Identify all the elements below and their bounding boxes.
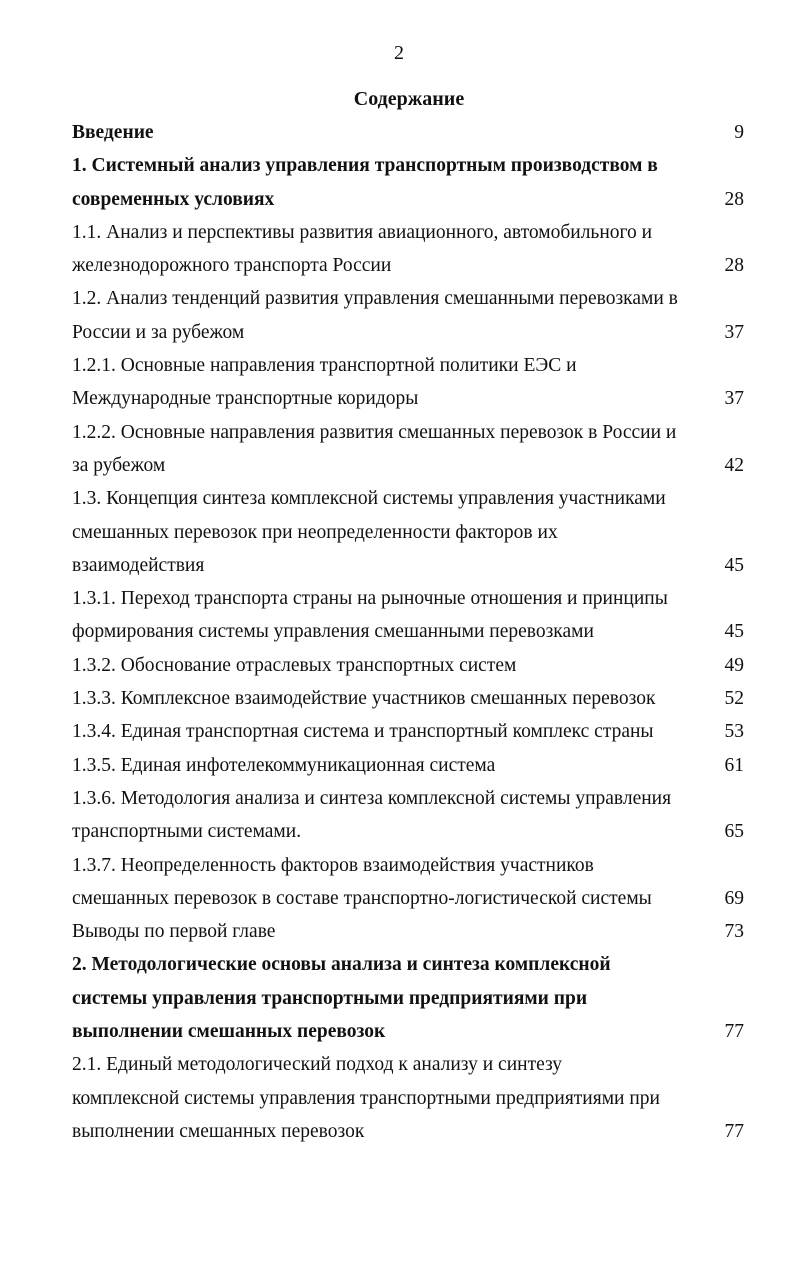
toc-page-number: 77 [724,1120,744,1142]
toc-entry-text: выполнении смешанных перевозок [72,1021,386,1043]
toc-entry-text: 1.3.6. Методология анализа и синтеза комплексной системы управления [72,787,672,809]
toc-page-number: 77 [724,1021,744,1043]
toc-entry-text: выполнении смешанных перевозок [72,1120,365,1142]
toc-page-number: 69 [724,887,744,909]
toc-entry [72,749,748,782]
toc-page-number: 9 [734,122,744,143]
toc-entry-text: транспортными системами. [72,821,302,843]
page-number: 2 [394,42,404,64]
toc-entry [72,216,748,283]
toc-entry-text: системы управления транспортными предприятиями при [72,987,588,1009]
toc-entry-text: 1.3.3. Комплексное взаимодействие участников смешанных перевозок [72,688,656,710]
toc-entry [72,482,748,582]
toc-entry [72,849,748,916]
toc-entry [72,948,748,1048]
toc-entry-text: 2. Методологические основы анализа и синтеза комплексной [72,954,611,976]
toc-entry [72,649,748,682]
toc-entry [72,915,748,948]
toc-entry-text: за рубежом [72,454,166,476]
toc-page-number: 28 [724,255,744,277]
toc-entry [72,149,748,216]
toc-entry [72,582,748,649]
toc-page-number: 65 [724,821,744,843]
toc-entry [72,1048,748,1148]
toc-entry-text: 1.3.7. Неопределенность факторов взаимодействия участников [72,854,594,876]
toc-entry-text: 1. Системный анализ управления транспортным производством в [72,155,658,177]
toc-page-number: 37 [724,321,744,343]
toc-entry-text: 1.3.5. Единая инфотелекоммуникационная система [72,754,496,776]
toc-entry-text: современных условиях [72,188,275,210]
toc-page-number: 73 [724,921,744,943]
toc-entry-text: Выводы по первой главе [72,921,276,943]
toc-entry [72,715,748,748]
toc-entry-text: 1.3.2. Обоснование отраслевых транспортных систем [72,654,517,676]
toc-entry-text: 1.2.1. Основные направления транспортной политики ЕЭС и [72,355,577,377]
toc-page-number: 49 [724,654,744,676]
toc-entry [72,782,748,849]
toc-entry-text: комплексной системы управления транспортными предприятиями при [72,1087,660,1109]
toc-page-number: 45 [724,621,744,643]
toc-entry [72,282,748,349]
table-of-contents [72,116,748,1148]
toc-page-number: 61 [724,754,744,776]
toc-entry [72,116,748,149]
toc-entry-text: России и за рубежом [72,321,245,343]
toc-entry-text: формирования системы управления смешанными перевозками [72,621,594,643]
toc-entry-text: 1.1. Анализ и перспективы развития авиационного, автомобильного и [72,221,653,243]
toc-page-number: 28 [724,188,744,210]
toc-page-number: 52 [724,688,744,710]
toc-entry-text: смешанных перевозок при неопределенности факторов их [72,521,558,543]
toc-entry-text: 1.3.1. Переход транспорта страны на рыночные отношения и принципы [72,588,668,610]
toc-entry [72,416,748,483]
toc-page-number: 37 [724,388,744,410]
toc-entry [72,349,748,416]
toc-title: Содержание [353,88,465,110]
toc-page-number: 45 [724,554,744,576]
toc-entry-text: Введение [72,122,154,143]
toc-entry-text: железнодорожного транспорта России [72,255,392,277]
toc-entry-text: 2.1. Единый методологический подход к анализу и синтезу [72,1054,563,1076]
toc-page-number: 42 [724,454,744,476]
toc-entry-text: 1.3. Концепция синтеза комплексной системы управления участниками [72,488,666,510]
toc-entry-text: 1.2. Анализ тенденций развития управления смешанными перевозками в [72,288,678,310]
toc-entry-text: 1.2.2. Основные направления развития смешанных перевозок в России и [72,421,677,443]
toc-entry-text: взаимодействия [72,554,205,576]
toc-entry-text: Международные транспортные коридоры [72,388,419,410]
toc-page-number: 53 [724,721,744,743]
toc-entry [72,682,748,715]
toc-entry-text: 1.3.4. Единая транспортная система и транспортный комплекс страны [72,721,654,743]
toc-entry-text: смешанных перевозок в составе транспортно-логистической системы [72,887,652,909]
